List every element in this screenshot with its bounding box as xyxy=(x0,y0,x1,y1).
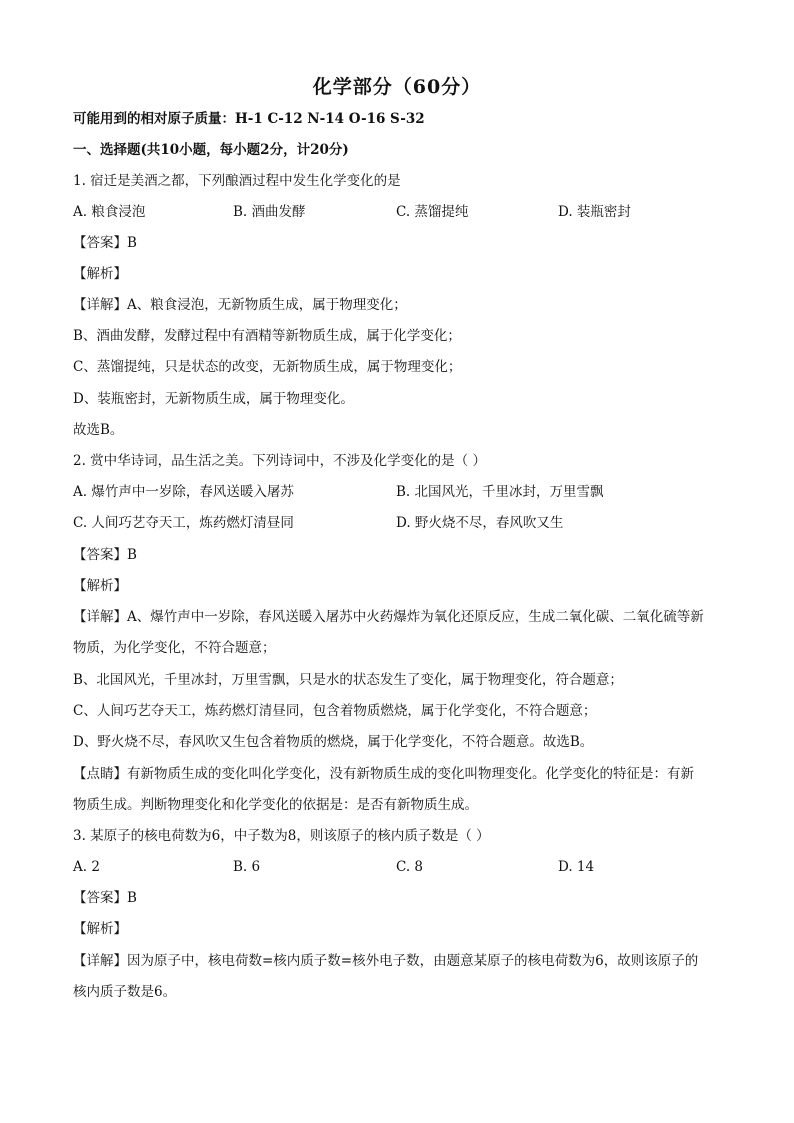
q1-option-b: B. 酒曲发酵 xyxy=(233,204,306,220)
q2-option-c: C. 人间巧艺夺天工，炼药燃灯清昼同 xyxy=(73,515,294,531)
q3-stem: 3. 某原子的核电荷数为6，中子数为8，则该原子的核内质子数是（ ） xyxy=(73,828,490,844)
q2-option-a: A. 爆竹声中一岁除，春风送暖入屠苏 xyxy=(73,484,294,500)
q2-answer: 【答案】B xyxy=(73,547,137,563)
q2-detail-line: C、人间巧艺夺天工，炼药燃灯清昼同，包含着物质燃烧，属于化学变化，不符合题意； xyxy=(73,703,597,719)
q3-option-c: C. 8 xyxy=(396,859,424,875)
q1-detail-line: 故选B。 xyxy=(73,422,124,438)
q2-analysis-label: 【解析】 xyxy=(73,578,127,594)
q2-option-d: D. 野火烧不尽，春风吹又生 xyxy=(396,515,564,531)
q1-detail-line: C、蒸馏提纯，只是状态的改变，无新物质生成，属于物理变化； xyxy=(73,359,462,375)
q2-options-row1 xyxy=(73,483,733,501)
q1-detail-line: 【详解】A、粮食浸泡，无新物质生成，属于物理变化； xyxy=(73,297,407,313)
q3-answer: 【答案】B xyxy=(73,890,137,906)
q2-detail-line: 物质，为化学变化，不符合题意； xyxy=(73,640,276,656)
q1-analysis-label: 【解析】 xyxy=(73,266,127,282)
q2-option-b: B. 北国风光，千里冰封，万里雪飘 xyxy=(396,484,604,500)
q2-detail-line: D、野火烧不尽，春风吹又生包含着物质的燃烧，属于化学变化，不符合题意。故选B。 xyxy=(73,734,594,750)
q1-answer: 【答案】B xyxy=(73,235,137,251)
q2-detail-line: 【详解】A、爆竹声中一岁除，春风送暖入屠苏中火药爆炸为氧化还原反应，生成二氧化碳、二氧化硫等新 xyxy=(73,609,704,625)
q2-stem: 2. 赏中华诗词，品生活之美。下列诗词中，不涉及化学变化的是（ ） xyxy=(73,453,486,469)
q3-option-b: B. 6 xyxy=(233,859,261,875)
q3-analysis-label: 【解析】 xyxy=(73,921,127,937)
q3-options xyxy=(73,858,733,876)
q3-option-d: D. 14 xyxy=(558,859,595,875)
atomic-mass-line: 可能用到的相对原子质量：H-1 C-12 N-14 O-16 S-32 xyxy=(73,111,425,127)
q1-option-c: C. 蒸馏提纯 xyxy=(396,204,469,220)
q1-option-d: D. 装瓶密封 xyxy=(558,204,631,220)
q2-point-line: 物质生成。判断物理变化和化学变化的依据是：是否有新物质生成。 xyxy=(73,797,478,813)
q2-detail-line: B、北国风光，千里冰封，万里雪飘，只是水的状态发生了变化，属于物理变化，符合题意； xyxy=(73,672,623,688)
q1-stem: 1. 宿迁是美酒之都，下列酿酒过程中发生化学变化的是 xyxy=(73,173,401,189)
q2-point-line: 【点睛】有新物质生成的变化叫化学变化，没有新物质生成的变化叫物理变化。化学变化的特征是：有新 xyxy=(73,766,694,782)
q3-detail-line: 【详解】因为原子中，核电荷数=核内质子数=核外电子数，由题意某原子的核电荷数为6，故则该原子的 xyxy=(73,953,699,969)
q1-detail-line: B、酒曲发酵，发酵过程中有酒精等新物质生成，属于化学变化； xyxy=(73,328,461,344)
q2-options-row2 xyxy=(73,514,733,532)
q3-option-a: A. 2 xyxy=(73,859,100,875)
q1-option-a: A. 粮食浸泡 xyxy=(73,204,146,220)
q1-options xyxy=(73,203,733,221)
page-title: 化学部分（60分） xyxy=(312,76,482,98)
section-heading: 一、选择题(共10小题，每小题2分，计20分) xyxy=(73,142,349,158)
q1-detail-line: D、装瓶密封，无新物质生成，属于物理变化。 xyxy=(73,391,354,407)
q3-detail-line: 核内质子数是6。 xyxy=(73,984,177,1000)
